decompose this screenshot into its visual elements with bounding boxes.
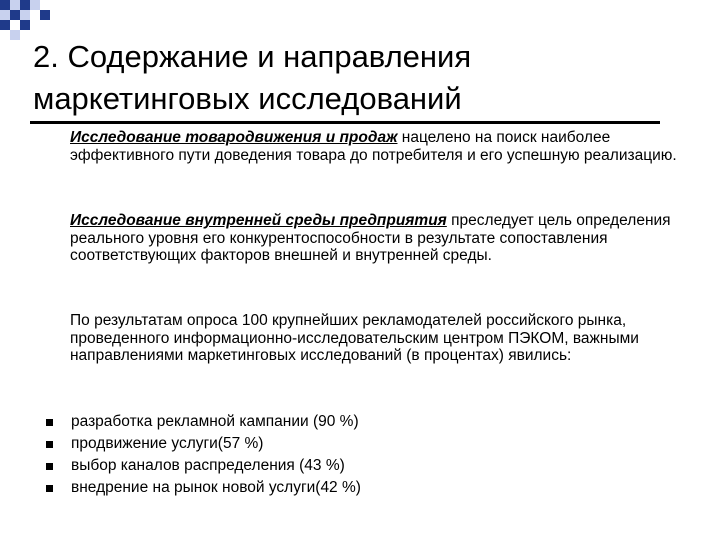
paragraph-text: По результатам опроса 100 крупнейших рекламодателей российского рынка, проведенного информационно-исследовательским центром ПЭКОМ, важными направлениями маркетинговых исследований (в процентах) явились: <box>70 312 639 364</box>
paragraph-survey-results <box>70 312 685 365</box>
paragraph-distribution-research <box>70 129 685 164</box>
square-bullet-icon <box>46 463 53 470</box>
paragraph-lead: Исследование товародвижения и продаж <box>70 129 398 146</box>
paragraph-text: преследует цель определения реального уровня его конкурентоспособности в результате сопоставления соответствующих факторов внешней и внутренней среды. <box>70 212 671 264</box>
slide-title: 2. Содержание и направления маркетинговых исследований <box>33 39 472 116</box>
paragraph-internal-environment-research <box>70 212 685 265</box>
paragraph-lead: Исследование внутренней среды предприятия <box>70 212 447 229</box>
list-item <box>46 433 361 455</box>
paragraph-text: нацелено на поиск наиболее эффективного пути доведения товара до потребителя и его успешную реализацию. <box>70 129 677 164</box>
list-item-text: выбор каналов распределения (43 %) <box>71 457 345 474</box>
list-item <box>46 477 361 499</box>
list-item <box>46 455 361 477</box>
square-bullet-icon <box>46 419 53 426</box>
square-bullet-icon <box>46 485 53 492</box>
list-item-text: внедрение на рынок новой услуги(42 %) <box>71 479 361 496</box>
title-divider <box>30 121 660 124</box>
research-directions-list <box>46 411 361 499</box>
list-item-text: разработка рекламной кампании (90 %) <box>71 413 359 430</box>
list-item <box>46 411 361 433</box>
list-item-text: продвижение услуги(57 %) <box>71 435 264 452</box>
square-bullet-icon <box>46 441 53 448</box>
